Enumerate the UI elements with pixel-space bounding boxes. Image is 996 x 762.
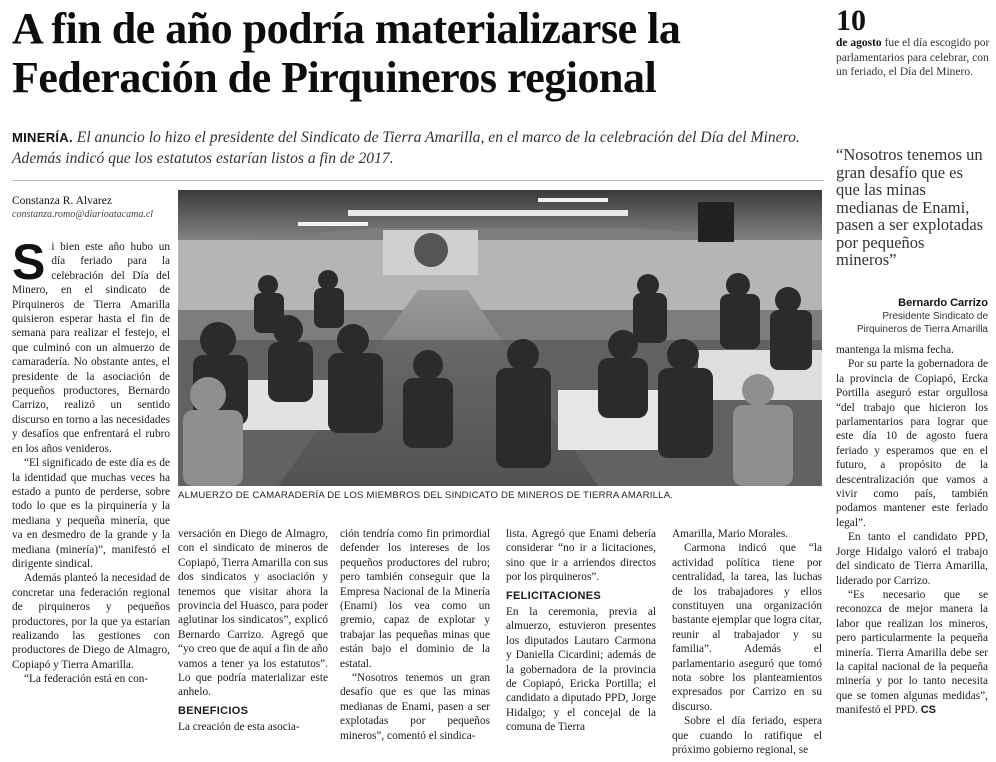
paragraph: En tanto el candidato PPD, Jorge Hidalgo valoró el trabajo del sindicato de Tierra Amarilla, liderado por Carrizo. — [836, 531, 988, 587]
lede-text: El anuncio lo hizo el presidente del Sindicato de Tierra Amarilla, en el marco de la celebración del Día del Minero. Además indicó que los estatutos estarían listos a fin de 2017. — [12, 129, 800, 167]
side-fact-number: 10 — [836, 4, 866, 37]
event-photo — [178, 190, 822, 486]
paragraph: ción tendría como fin primordial defender los intereses de los pequeños productores del rubro; pero también conseguir que la Empresa Nacional de la Minería (Enami) los vea como un gremio, capaz de explotar y trabajar las pequeñas minas que están bajo el dominio de la estatal. — [340, 528, 490, 670]
paragraph: Sobre el día feriado, espera que cuando lo ratifique el próximo gobierno regional, se — [672, 715, 822, 757]
article-column-6 — [836, 343, 988, 757]
article-column-3 — [340, 527, 490, 757]
side-fact-bold: de agosto — [836, 37, 882, 49]
headline — [12, 4, 812, 102]
subhead-felicitaciones: FELICITACIONES — [506, 589, 602, 602]
article-column-4 — [506, 527, 656, 757]
end-mark: CS — [920, 704, 937, 717]
side-fact-rest: fue el día escogido por parlamentarios para celebrar, con un feriado, el Día del Minero. — [836, 37, 990, 78]
headline-line-1: A fin de año podría materializarse la — [12, 4, 681, 53]
paragraph: Por su parte la gobernadora de la provincia de Copiapó, Ercka Portilla aseguró estar orgullosa “del trabajo que hicieron los parlamentarios para lograr que este día 10 de agosto fuera feriado y esperamos que en el futuro, a propósito de la descentralización que vamos a vivir como país, también podamos mantener este feriado legal”. — [836, 358, 988, 529]
paragraph: mantenga la misma fecha. — [836, 344, 954, 356]
paragraph: lista. Agregó que Enami debería considerar “no ir a licitaciones, sino que ir a arriendos directos por los pirquineros”. — [506, 528, 656, 584]
paragraph: “El significado de este día es de la identidad que muchas veces ha estado a punto de perderse, sobre todo lo que es la pirquinería y la mediana y pequeña minería, que va en desmedro de la grande y la mediana (minería)”, manifestó el dirigente sindical. — [12, 457, 170, 570]
paragraph: i bien este año hubo un día feriado para la celebración del Día del Minero, en el sindicato de Pirquineros de Tierra Amarilla quisieron esperar hasta el fin de semana para realizar el festejo, el que culminó con un almuerzo de camaradería. No obstante antes, el presidente de la asociación de pequeños productores, Bernardo Carrizo, realizó un sentido discurso en torno a las necesidades y desafíos que enfrentará el rubro en los años venideros. — [12, 241, 170, 455]
paragraph: Carmona indicó que “la actividad política tiene por centralidad, la tarea, las luchas de los trabajadores y ellos constituyen una organización bastante ejemplar que logra citar, reunir al trabajador y su familia”. Además el parlamentario aseguró que tomó nota sobre los planteamientos expresados por Carrizo en su discurso. — [672, 542, 822, 713]
lede-kicker: MINERÍA. — [12, 130, 73, 145]
pull-quote-role: Presidente Sindicato de Pirquineros de Tierra Amarilla — [856, 311, 988, 335]
pull-quote: “Nosotros tenemos un gran desafío que es que las minas medianas de Enami, pasen a ser explotadas por pequeños mineros” — [836, 145, 984, 269]
drop-cap: S — [12, 234, 46, 290]
article-column-2 — [178, 527, 328, 757]
byline-email: constanza.romo@diarioatacama.cl — [12, 209, 154, 220]
paragraph: “Nosotros tenemos un gran desafío que es que las minas medianas de Enami, pasen a ser explotadas por pequeños mineros”, comentó el sindica- — [340, 672, 490, 742]
side-fact-text — [836, 36, 991, 80]
separator-line — [12, 180, 824, 181]
paragraph: Además planteó la necesidad de concretar una federación regional de pirquineros y pequeños productores, por la que ya estarían realizando las gestiones con productores de Diego de Almagro, Copiapó y Tierra Amarilla. — [12, 572, 170, 671]
pull-quote-author: Bernardo Carrizo — [898, 297, 988, 309]
article-column-5 — [672, 527, 822, 757]
paragraph: versación en Diego de Almagro, con el sindicato de mineros de Copiapó, Tierra Amarilla con sus dos sindicatos y asociación y tenemos que visitar ahora la provincia del Huasco, para poder aglutinar los sindicatos”, explicó Bernardo Carrizo. Agregó que “yo creo que de aquí a fin de año vamos a tener ya los estatutos”. Lo que podría materializar este anhelo. — [178, 528, 328, 699]
byline-author: Constanza R. Alvarez — [12, 195, 112, 207]
event-photo-illustration — [178, 190, 822, 486]
paragraph-text: “Es necesario que se reconozca de mejor manera la labor que realizan los mineros, pero particularmente la pequeña minería. Tierra Amarilla debe ser la capital nacional de la pequeña minería y por lo tanto necesita que se tomen algunas medidas”, manifestó el PPD. — [836, 588, 988, 717]
pull-quote-attribution — [836, 296, 988, 336]
article-column-1 — [12, 234, 170, 756]
paragraph: Amarilla, Mario Morales. — [672, 528, 789, 540]
photo-caption: ALMUERZO DE CAMARADERÍA DE LOS MIEMBROS DEL SINDICATO DE MINEROS DE TIERRA AMARILLA. — [178, 490, 674, 501]
headline-line-2: Federación de Pirquineros regional — [12, 53, 657, 102]
byline — [12, 194, 172, 221]
paragraph: La creación de esta asocia- — [178, 721, 300, 734]
paragraph — [836, 588, 988, 718]
subhead-beneficios: BENEFICIOS — [178, 704, 249, 717]
lede — [12, 127, 824, 169]
paragraph: En la ceremonia, previa al almuerzo, estuvieron presentes los diputados Lautaro Carmona y Daniella Cicardini; además de la gobernadora de la provincia de Copiapó, Ericka Portilla; el candidato a diputado PPD, Jorge Hidalgo; y el concejal de la comuna de Tierra — [506, 606, 656, 734]
paragraph: “La federación está en con- — [24, 673, 149, 686]
side-fact-box — [836, 6, 991, 80]
